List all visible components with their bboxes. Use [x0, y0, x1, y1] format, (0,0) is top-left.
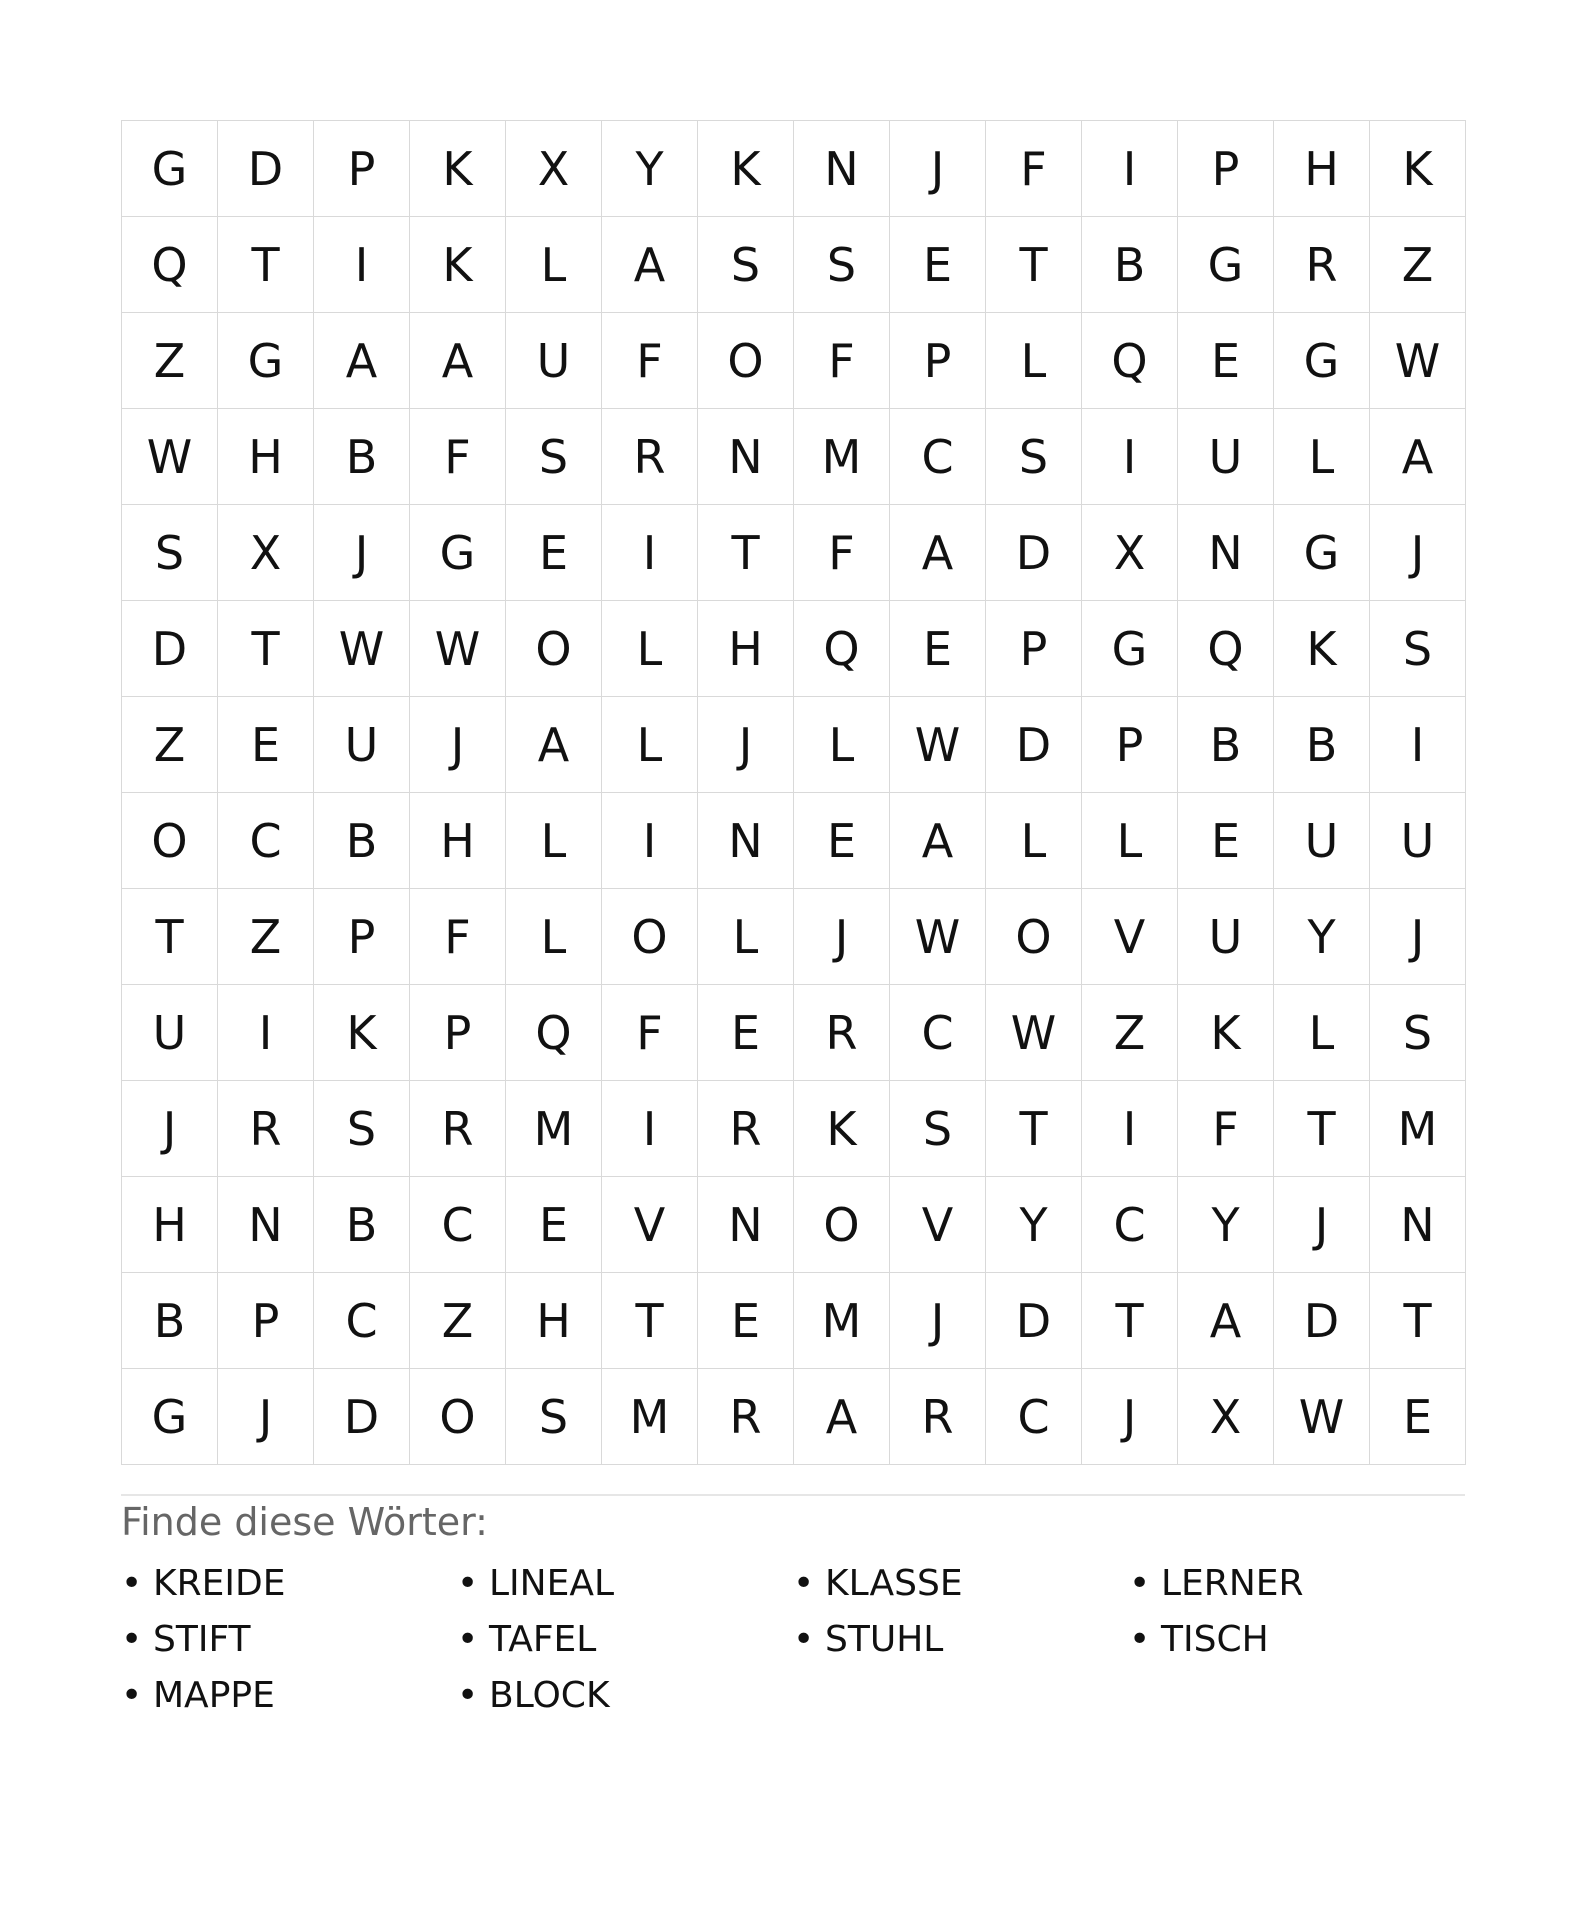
grid-cell[interactable]: R [410, 1081, 506, 1177]
grid-cell[interactable]: P [314, 121, 410, 217]
grid-cell[interactable]: R [602, 409, 698, 505]
grid-cell[interactable]: C [986, 1369, 1082, 1465]
word-list-item [457, 1612, 793, 1668]
grid-cell[interactable]: D [986, 1273, 1082, 1369]
grid-cell[interactable]: J [890, 121, 986, 217]
grid-cell[interactable]: S [794, 217, 890, 313]
grid-cell[interactable]: H [1274, 121, 1370, 217]
grid-cell[interactable]: T [986, 1081, 1082, 1177]
word-list [121, 1556, 1465, 1724]
grid-cell[interactable]: G [1274, 505, 1370, 601]
grid-cell[interactable]: F [602, 313, 698, 409]
grid-cell[interactable]: C [410, 1177, 506, 1273]
grid-cell[interactable]: H [218, 409, 314, 505]
grid-cell[interactable]: P [410, 985, 506, 1081]
grid-cell[interactable]: O [986, 889, 1082, 985]
grid-cell[interactable]: A [794, 1369, 890, 1465]
grid-cell[interactable]: D [122, 601, 218, 697]
grid-cell[interactable]: G [122, 1369, 218, 1465]
word-label: BLOCK [489, 1675, 610, 1716]
grid-cell[interactable]: T [1274, 1081, 1370, 1177]
grid-cell[interactable]: B [314, 793, 410, 889]
divider [121, 1494, 1465, 1496]
grid-cell[interactable]: K [1178, 985, 1274, 1081]
grid-cell[interactable]: K [1370, 121, 1466, 217]
grid-cell[interactable]: A [506, 697, 602, 793]
grid-cell[interactable]: S [506, 1369, 602, 1465]
grid-cell[interactable]: W [410, 601, 506, 697]
grid-cell[interactable]: F [410, 409, 506, 505]
grid-cell[interactable]: E [506, 505, 602, 601]
grid-cell[interactable]: C [314, 1273, 410, 1369]
bullet-icon: • [457, 1563, 479, 1604]
grid-cell[interactable]: W [122, 409, 218, 505]
grid-cell[interactable]: K [698, 121, 794, 217]
grid-cell[interactable]: E [794, 793, 890, 889]
grid-cell[interactable]: J [1370, 889, 1466, 985]
word-list-item [793, 1556, 1129, 1612]
grid-cell[interactable]: F [794, 313, 890, 409]
grid-cell[interactable]: C [218, 793, 314, 889]
grid-cell[interactable]: U [506, 313, 602, 409]
word-list-item [121, 1556, 457, 1612]
bullet-icon: • [121, 1675, 143, 1716]
grid-cell[interactable]: Z [122, 313, 218, 409]
grid-cell[interactable]: K [794, 1081, 890, 1177]
grid-cell[interactable]: L [794, 697, 890, 793]
word-list-item [121, 1668, 457, 1724]
grid-cell[interactable]: I [602, 1081, 698, 1177]
grid-cell[interactable]: S [122, 505, 218, 601]
grid-cell[interactable]: Z [1370, 217, 1466, 313]
grid-cell[interactable]: O [122, 793, 218, 889]
grid-cell[interactable]: U [1370, 793, 1466, 889]
grid-cell[interactable]: Y [1178, 1177, 1274, 1273]
grid-cell[interactable]: N [218, 1177, 314, 1273]
grid-cell[interactable]: M [1370, 1081, 1466, 1177]
word-label: LINEAL [489, 1563, 615, 1604]
grid-cell[interactable]: N [1370, 1177, 1466, 1273]
grid-cell[interactable]: O [506, 601, 602, 697]
grid-cell[interactable]: J [122, 1081, 218, 1177]
grid-cell[interactable]: T [1370, 1273, 1466, 1369]
grid-cell[interactable]: T [1082, 1273, 1178, 1369]
grid-cell[interactable]: G [1274, 313, 1370, 409]
grid-cell[interactable]: A [890, 505, 986, 601]
grid-cell[interactable]: E [698, 985, 794, 1081]
grid-cell[interactable]: C [890, 985, 986, 1081]
grid-cell[interactable]: E [506, 1177, 602, 1273]
grid-cell[interactable]: E [218, 697, 314, 793]
grid-cell[interactable]: I [1082, 409, 1178, 505]
grid-cell[interactable]: Z [122, 697, 218, 793]
grid-cell[interactable]: Y [986, 1177, 1082, 1273]
grid-cell[interactable]: P [1082, 697, 1178, 793]
grid-cell[interactable]: X [1178, 1369, 1274, 1465]
grid-cell[interactable]: O [410, 1369, 506, 1465]
grid-cell[interactable]: S [698, 217, 794, 313]
word-label: TISCH [1161, 1619, 1269, 1660]
bullet-icon: • [793, 1563, 815, 1604]
word-label: TAFEL [489, 1619, 597, 1660]
grid-cell[interactable]: M [794, 409, 890, 505]
word-label: KLASSE [825, 1563, 963, 1604]
grid-cell[interactable]: P [1178, 121, 1274, 217]
grid-cell[interactable]: Q [506, 985, 602, 1081]
grid-cell[interactable]: W [890, 889, 986, 985]
grid-cell[interactable]: F [410, 889, 506, 985]
grid-cell[interactable]: G [122, 121, 218, 217]
grid-cell[interactable]: Y [1274, 889, 1370, 985]
grid-cell[interactable]: X [506, 121, 602, 217]
bullet-icon: • [121, 1619, 143, 1660]
grid-cell[interactable]: A [1370, 409, 1466, 505]
grid-cell[interactable]: L [506, 217, 602, 313]
word-label: KREIDE [153, 1563, 286, 1604]
grid-cell[interactable]: L [698, 889, 794, 985]
grid-cell[interactable]: F [602, 985, 698, 1081]
grid-cell[interactable]: P [314, 889, 410, 985]
grid-cell[interactable]: W [890, 697, 986, 793]
grid-cell[interactable]: O [794, 1177, 890, 1273]
bullet-icon: • [1129, 1563, 1151, 1604]
grid-cell[interactable]: K [314, 985, 410, 1081]
grid-cell[interactable]: V [1082, 889, 1178, 985]
grid-cell[interactable]: Q [794, 601, 890, 697]
grid-cell[interactable]: P [218, 1273, 314, 1369]
grid-cell[interactable]: Z [1082, 985, 1178, 1081]
grid-cell[interactable]: V [890, 1177, 986, 1273]
grid-cell[interactable]: T [122, 889, 218, 985]
grid-cell[interactable]: N [698, 409, 794, 505]
bullet-icon: • [457, 1619, 479, 1660]
grid-cell[interactable]: I [314, 217, 410, 313]
grid-cell[interactable]: J [410, 697, 506, 793]
grid-cell[interactable]: Z [410, 1273, 506, 1369]
letter-grid [121, 120, 1466, 1465]
bullet-icon: • [457, 1675, 479, 1716]
grid-cell[interactable]: F [794, 505, 890, 601]
word-list-item [793, 1612, 1129, 1668]
word-list-item [457, 1668, 793, 1724]
grid-cell[interactable]: E [1178, 793, 1274, 889]
grid-cell[interactable]: K [1274, 601, 1370, 697]
grid-cell[interactable]: J [1082, 1369, 1178, 1465]
grid-cell[interactable]: K [410, 121, 506, 217]
word-label: MAPPE [153, 1675, 275, 1716]
grid-cell[interactable]: K [410, 217, 506, 313]
grid-cell[interactable]: T [218, 217, 314, 313]
grid-cell[interactable]: U [1178, 409, 1274, 505]
grid-cell[interactable]: J [1274, 1177, 1370, 1273]
grid-cell[interactable]: I [1082, 121, 1178, 217]
grid-cell[interactable]: D [1274, 1273, 1370, 1369]
grid-cell[interactable]: D [986, 697, 1082, 793]
grid-cell[interactable]: W [1274, 1369, 1370, 1465]
grid-cell[interactable]: J [698, 697, 794, 793]
grid-cell[interactable]: N [1178, 505, 1274, 601]
grid-cell[interactable]: A [410, 313, 506, 409]
grid-cell[interactable]: L [986, 793, 1082, 889]
grid-cell[interactable]: S [1370, 985, 1466, 1081]
grid-cell[interactable]: C [1082, 1177, 1178, 1273]
grid-cell[interactable]: X [1082, 505, 1178, 601]
grid-cell[interactable]: L [506, 793, 602, 889]
grid-cell[interactable]: T [602, 1273, 698, 1369]
grid-cell[interactable]: L [602, 697, 698, 793]
grid-cell[interactable]: L [986, 313, 1082, 409]
grid-cell[interactable]: H [410, 793, 506, 889]
grid-cell[interactable]: R [794, 985, 890, 1081]
grid-cell[interactable]: B [314, 409, 410, 505]
grid-cell[interactable]: P [890, 313, 986, 409]
bullet-icon: • [793, 1619, 815, 1660]
word-list-item [121, 1612, 457, 1668]
grid-cell[interactable]: H [698, 601, 794, 697]
grid-cell[interactable]: C [890, 409, 986, 505]
grid-cell[interactable]: P [986, 601, 1082, 697]
grid-cell[interactable]: Z [218, 889, 314, 985]
grid-cell[interactable]: V [602, 1177, 698, 1273]
grid-cell[interactable]: R [698, 1369, 794, 1465]
grid-cell[interactable]: L [602, 601, 698, 697]
grid-cell[interactable]: B [314, 1177, 410, 1273]
grid-cell[interactable]: R [1274, 217, 1370, 313]
instructions-heading: Finde diese Wörter: [121, 1500, 488, 1544]
grid-cell[interactable]: W [986, 985, 1082, 1081]
grid-cell[interactable]: J [314, 505, 410, 601]
grid-cell[interactable]: A [314, 313, 410, 409]
grid-cell[interactable]: D [218, 121, 314, 217]
word-label: STIFT [153, 1619, 251, 1660]
grid-cell[interactable]: T [986, 217, 1082, 313]
grid-cell[interactable]: F [986, 121, 1082, 217]
grid-cell[interactable]: M [794, 1273, 890, 1369]
grid-cell[interactable]: M [506, 1081, 602, 1177]
grid-cell[interactable]: S [1370, 601, 1466, 697]
grid-cell[interactable]: J [890, 1273, 986, 1369]
grid-cell[interactable]: Y [602, 121, 698, 217]
bullet-icon: • [1129, 1619, 1151, 1660]
grid-cell[interactable]: Q [122, 217, 218, 313]
grid-cell[interactable]: I [602, 793, 698, 889]
grid-cell[interactable]: F [1178, 1081, 1274, 1177]
grid-cell[interactable]: S [506, 409, 602, 505]
grid-cell[interactable]: H [122, 1177, 218, 1273]
bullet-icon: • [121, 1563, 143, 1604]
grid-cell[interactable]: E [698, 1273, 794, 1369]
grid-cell[interactable]: N [794, 121, 890, 217]
grid-cell[interactable]: I [1082, 1081, 1178, 1177]
grid-cell[interactable]: J [1370, 505, 1466, 601]
grid-cell[interactable]: G [1178, 217, 1274, 313]
word-list-item [1129, 1612, 1465, 1668]
word-list-item [1129, 1556, 1465, 1612]
grid-cell[interactable]: Q [1082, 313, 1178, 409]
grid-cell[interactable]: G [218, 313, 314, 409]
grid-cell[interactable]: O [698, 313, 794, 409]
grid-cell[interactable]: L [1274, 409, 1370, 505]
grid-cell[interactable]: S [314, 1081, 410, 1177]
grid-cell[interactable]: B [122, 1273, 218, 1369]
grid-cell[interactable]: R [890, 1369, 986, 1465]
word-list-item [457, 1556, 793, 1612]
grid-cell[interactable]: E [890, 601, 986, 697]
grid-cell[interactable]: N [698, 1177, 794, 1273]
grid-cell[interactable]: R [218, 1081, 314, 1177]
word-label: LERNER [1161, 1563, 1304, 1604]
grid-cell[interactable]: D [314, 1369, 410, 1465]
grid-cell[interactable]: G [410, 505, 506, 601]
grid-cell[interactable]: N [698, 793, 794, 889]
grid-cell[interactable]: A [890, 793, 986, 889]
grid-cell[interactable]: Q [1178, 601, 1274, 697]
grid-cell[interactable]: I [1370, 697, 1466, 793]
grid-cell[interactable]: O [602, 889, 698, 985]
grid-cell[interactable]: S [890, 1081, 986, 1177]
grid-cell[interactable]: R [698, 1081, 794, 1177]
grid-cell[interactable]: M [602, 1369, 698, 1465]
grid-cell[interactable]: E [890, 217, 986, 313]
grid-cell[interactable]: U [1178, 889, 1274, 985]
grid-cell[interactable]: A [1178, 1273, 1274, 1369]
grid-cell[interactable]: A [602, 217, 698, 313]
grid-cell[interactable]: H [506, 1273, 602, 1369]
grid-cell[interactable]: L [1274, 985, 1370, 1081]
grid-cell[interactable]: T [218, 601, 314, 697]
grid-cell[interactable]: W [1370, 313, 1466, 409]
grid-cell[interactable]: I [602, 505, 698, 601]
grid-cell[interactable]: E [1370, 1369, 1466, 1465]
grid-cell[interactable]: T [698, 505, 794, 601]
grid-cell[interactable]: U [314, 697, 410, 793]
grid-cell[interactable]: J [794, 889, 890, 985]
grid-cell[interactable]: E [1178, 313, 1274, 409]
grid-cell[interactable]: L [1082, 793, 1178, 889]
grid-cell[interactable]: B [1082, 217, 1178, 313]
grid-cell[interactable]: B [1274, 697, 1370, 793]
grid-cell[interactable]: B [1178, 697, 1274, 793]
grid-cell[interactable]: U [1274, 793, 1370, 889]
grid-cell[interactable]: L [506, 889, 602, 985]
grid-cell[interactable]: G [1082, 601, 1178, 697]
grid-cell[interactable]: S [986, 409, 1082, 505]
grid-cell[interactable]: D [986, 505, 1082, 601]
grid-cell[interactable]: U [122, 985, 218, 1081]
grid-cell[interactable]: I [218, 985, 314, 1081]
word-label: STUHL [825, 1619, 944, 1660]
grid-cell[interactable]: X [218, 505, 314, 601]
grid-cell[interactable]: J [218, 1369, 314, 1465]
grid-cell[interactable]: W [314, 601, 410, 697]
